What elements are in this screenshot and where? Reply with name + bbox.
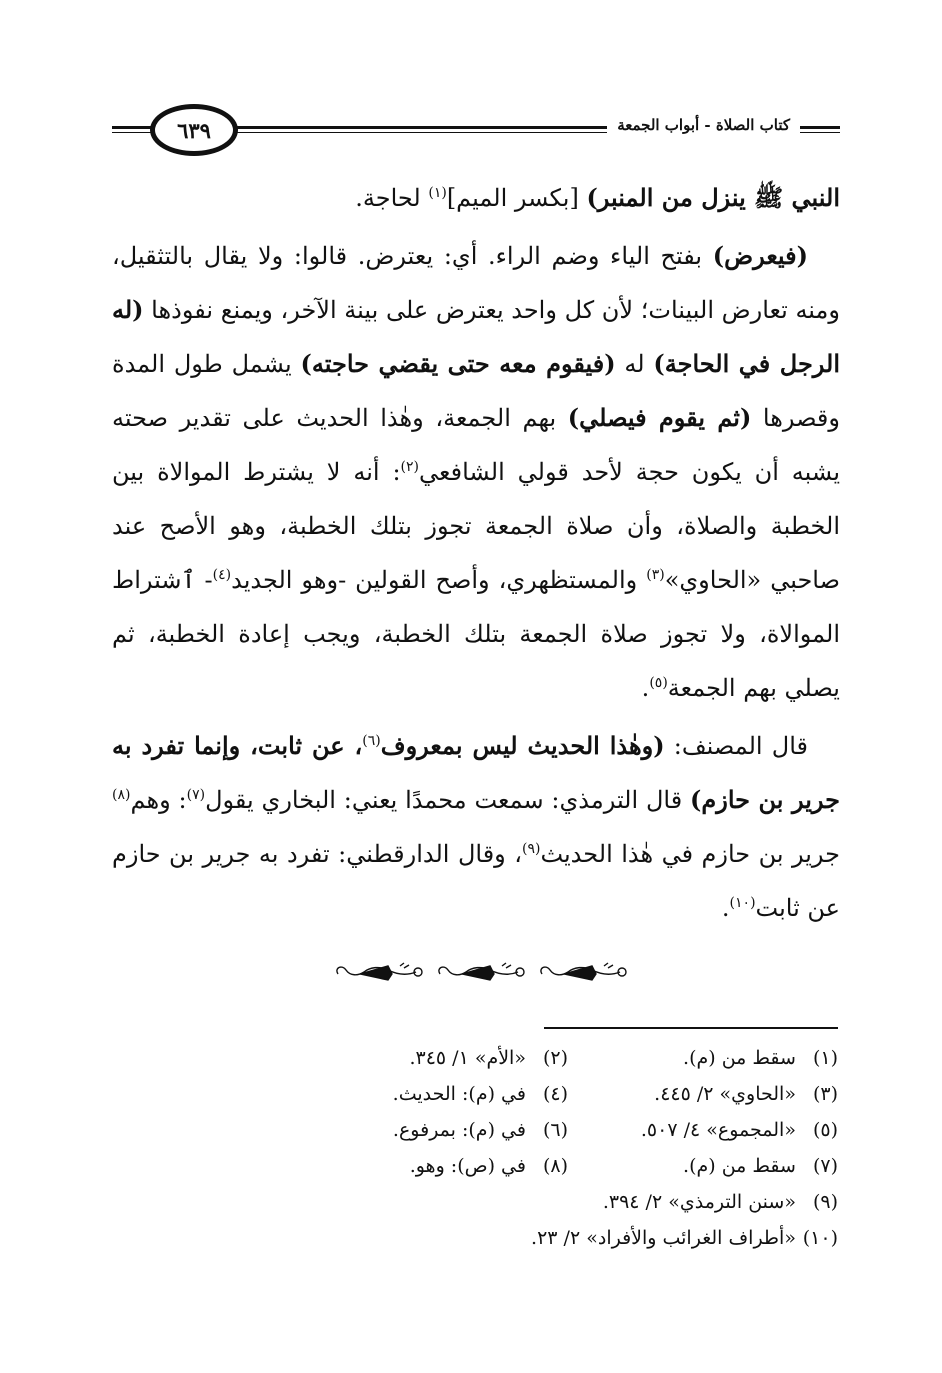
- text-run: يشمل طول المدة وقصرها: [112, 350, 840, 432]
- footnote-ref-8[interactable]: (٨): [112, 787, 131, 803]
- bold-quote: ، عن ثابت، وإنما تفرد به جرير بن حازم): [112, 731, 840, 814]
- text-run: قال الترمذي: سمعت محمدًا يعني: البخاري يقول: [205, 786, 691, 814]
- paragraph-2: [112, 229, 840, 715]
- footnote-7: [568, 1148, 838, 1184]
- text-run: [بكسر الميم]: [446, 184, 587, 212]
- text-run: بهم الجمعة، وهٰذا الحديث على تقدير صحته يشبه أن يكون حجة لأحد قولي الشافعي: [112, 404, 841, 486]
- footnote-number: (٨): [542, 1155, 568, 1177]
- footnote-number: (٩): [812, 1191, 838, 1213]
- bold-quote: (فيقوم معه حتى يقضي حاجته): [300, 349, 616, 378]
- footnote-text: «الحاوي» ٢/ ٤٤٥.: [654, 1083, 796, 1105]
- footnote-2: [298, 1040, 568, 1076]
- footnote-ref-1[interactable]: (١): [428, 185, 447, 201]
- bold-quote: النبي ﷺ ينزل من المنبر): [586, 183, 840, 212]
- header-rule-lead: [806, 126, 840, 134]
- footnote-number: (٣): [812, 1083, 838, 1105]
- bold-quote: (فيعرض): [712, 241, 808, 270]
- footnote-3: [568, 1076, 838, 1112]
- bold-quote: (له الرجل في الحاجة): [112, 295, 841, 378]
- text-run: قال المصنف:: [664, 732, 808, 760]
- footnote-number: (٤): [542, 1083, 568, 1105]
- footnote-row: [298, 1184, 838, 1220]
- footnote-text: في (م): الحديث.: [392, 1083, 526, 1105]
- footnote-ref-7[interactable]: (٧): [186, 787, 206, 803]
- footnote-ref-5[interactable]: (٥): [649, 675, 668, 691]
- footnotes: [298, 1040, 838, 1256]
- footnote-8: [298, 1148, 568, 1184]
- footnote-ref-3[interactable]: (٣): [646, 567, 665, 583]
- bold-quote: (وهٰذا الحديث ليس بمعروف: [380, 731, 665, 760]
- ornament-divider: [330, 958, 630, 988]
- footnote-9: [298, 1184, 838, 1220]
- page-number: ٦٣٩: [150, 104, 238, 156]
- text-run: لحاجة.: [355, 184, 429, 212]
- footnote-text: «المجموع» ٤/ ٥٠٧.: [640, 1119, 796, 1141]
- footnote-row: [298, 1112, 838, 1148]
- text-run: له: [615, 350, 654, 378]
- main-text: [112, 171, 840, 939]
- footnote-text: «سنن الترمذي» ٢/ ٣٩٤.: [602, 1191, 796, 1213]
- footnote-text: في (ص): وهو.: [409, 1155, 526, 1177]
- footnote-row: [298, 1220, 838, 1256]
- footnote-number: (٥): [812, 1119, 838, 1141]
- footnote-text: سقط من (م).: [683, 1155, 796, 1177]
- footnote-separator: [544, 1027, 838, 1029]
- page-header: [112, 100, 840, 160]
- footnote-4: [298, 1076, 568, 1112]
- footnote-text: «الأم» ١/ ٣٤٥.: [409, 1047, 526, 1069]
- footnote-row: [298, 1040, 838, 1076]
- footnote-ref-4[interactable]: (٤): [212, 567, 232, 583]
- footnote-1: [568, 1040, 838, 1076]
- text-run: - ٱشتراط الموالاة، ولا تجوز صلاة الجمعة بتلك الخطبة، ويجب إعادة الخطبة، ثم يصلي بهم الجمعة: [112, 566, 841, 702]
- running-title: كتاب الصلاة - أبواب الجمعة: [607, 114, 800, 136]
- footnote-ref-2[interactable]: (٢): [400, 459, 420, 475]
- footnote-10: [298, 1220, 838, 1256]
- footnote-row: [298, 1148, 838, 1184]
- text-run: .: [721, 894, 730, 922]
- text-run: : أنه لا يشترط الموالاة بين الخطبة والصلاة، وأن صلاة الجمعة تجوز بتلك الخطبة، وهو الأصح عند صاحبي «الحاوي»: [112, 458, 840, 594]
- footnote-number: (١٠): [802, 1227, 838, 1249]
- footnote-5: [568, 1112, 838, 1148]
- footnote-text: سقط من (م).: [683, 1047, 796, 1069]
- footnote-number: (١): [812, 1047, 838, 1069]
- footnote-number: (٦): [542, 1119, 568, 1141]
- footnote-ref-9[interactable]: (٩): [521, 841, 541, 857]
- text-run: والمستظهري، وأصح القولين -وهو الجديد: [231, 566, 647, 594]
- footnote-number: (٧): [812, 1155, 838, 1177]
- footnote-row: [298, 1076, 838, 1112]
- footnote-text: «أطراف الغرائب والأفراد» ٢/ ٢٣.: [531, 1227, 796, 1249]
- text-run: .: [641, 674, 650, 702]
- footnote-6: [298, 1112, 568, 1148]
- text-run: ، وقال الدارقطني: تفرد به جرير بن حازم عن ثابت: [112, 840, 840, 922]
- footnote-text: في (م): بمرفوع.: [392, 1119, 526, 1141]
- footnote-number: (٢): [542, 1047, 568, 1069]
- text-run: : وهم: [130, 786, 187, 814]
- text-run: جرير بن حازم في هٰذا الحديث: [540, 840, 841, 868]
- bold-quote: (ثم يقوم فيصلي): [567, 403, 752, 432]
- text-run: بفتح الياء وضم الراء. أي: يعترض. قالوا: ولا يقال بالتثقيل، ومنه تعارض البينات؛ لأن كل واحد يعترض على بينة الآخر، ويمنع نفوذها: [112, 242, 840, 324]
- footnote-ref-10[interactable]: (١٠): [729, 895, 756, 911]
- paragraph-1: [112, 171, 840, 225]
- footnote-ref-6[interactable]: (٦): [362, 733, 381, 749]
- paragraph-3: [112, 719, 840, 935]
